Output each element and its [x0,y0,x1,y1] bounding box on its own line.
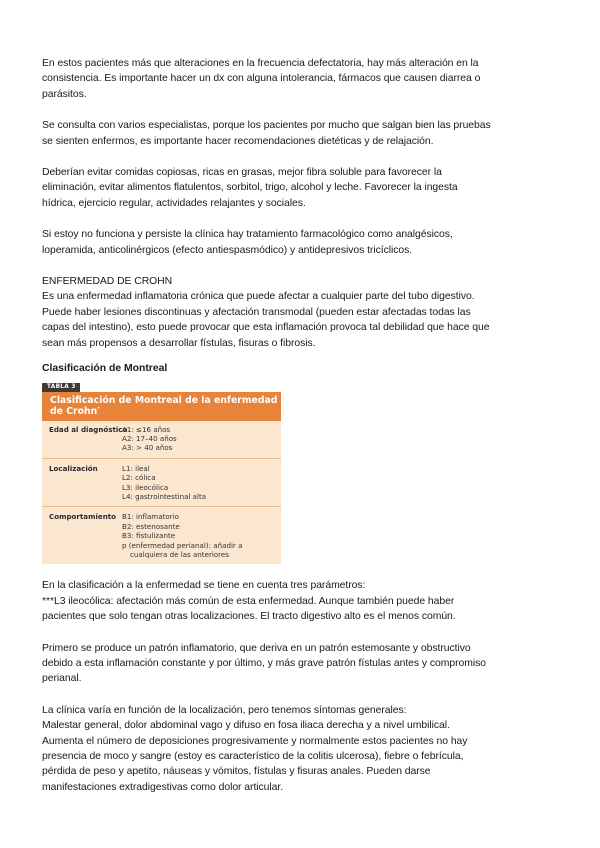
table-title-line: Clasificación de Montreal de la enfermedad [50,394,278,406]
paragraph-diet [42,165,532,211]
text-line: La clínica varía en función de la localización, pero tenemos síntomas generales: [42,704,407,716]
row-value: L1: ileal [122,463,150,473]
text-line: En la clasificación a la enfermedad se tiene en cuenta tres parámetros: [42,580,366,592]
paragraph-specialists [42,118,532,149]
row-values [122,464,281,502]
paragraph-parameters [42,578,532,624]
text-line: loperamida, anticolinérgicos (efecto antiespasmódico) y antidepresivos tricíclicos. [42,244,413,256]
text-line: Se consulta con varios especialistas, porque los pacientes por mucho que salgan bien las pruebas [42,120,491,132]
text-line: perianal. [42,673,82,685]
text-line: En estos pacientes más que alteraciones en la frecuencia defectatoria, hay más alteración en la [42,58,479,69]
table-title [42,392,281,421]
text-line: hídrica, ejercicio regular, actividades relajantes y sociales. [42,197,306,209]
row-values [122,425,281,453]
text-line: presencia de moco y sangre (estoy es característico de la colitis ulcerosa), fiebre o febrícula, [42,751,464,763]
row-value: cualquiera de las anteriores [130,549,229,559]
row-value: L4: gastrointestinal alta [122,491,207,501]
paragraph-pattern [42,641,532,687]
table-title-line: de Crohn′ [50,406,100,417]
text-line: Puede haber lesiones discontinuas y afectación transmodal (pueden estar afectadas todas las [42,306,471,318]
row-value: L2: cólica [122,473,156,483]
row-value: L3: ileocólica [122,482,169,492]
text-line: pacientes que solo tengan otras localizaciones. El tracto digestivo alto es el menos común. [42,611,456,623]
montreal-table [42,381,281,565]
text-line: sean más propensos a desarrollar fístulas, fisuras o fibrosis. [42,337,316,349]
paragraph-clinical [42,703,532,795]
row-label: Localización [49,463,98,473]
text-line: Aumenta el número de deposiciones progresivamente y normalmente estos pacientes no hay [42,735,468,747]
document-page [42,56,532,811]
text-line: Deberían evitar comidas copiosas, ricas en grasas, mejor fibra soluble para favorecer la [42,167,442,179]
row-label: Comportamiento [49,512,117,522]
row-values [122,512,281,559]
table-tag: TABLA 3 [42,383,80,392]
text-line: parásitos. [42,88,87,100]
table-row-location [42,459,281,508]
text-line: Malestar general, dolor abdominal vago y difuso en fosa iliaca derecha y a nivel umbilical. [42,720,450,732]
table-row-behavior [42,507,281,564]
row-value: B2: estenosante [122,521,180,531]
text-line: Si estoy no funciona y persiste la clínica hay tratamiento farmacológico como analgésicos, [42,229,453,241]
section-title: ENFERMEDAD DE CROHN [42,276,173,288]
text-line: pérdida de peso y apetito, náuseas y vómitos, fístulas y fisuras anales. Pueden darse [42,766,431,778]
row-value: A3: > 40 años [122,443,173,453]
row-value: B1: inflamatorio [122,512,179,522]
table-row-age [42,421,281,459]
table-body [42,421,281,565]
row-value: A2: 17–40 años [122,433,177,443]
text-line: debido a esta inflamación constante y por último, y más grave patrón fístulas antes y compromiso [42,658,486,669]
montreal-heading: Clasificación de Montreal [42,363,168,375]
text-line: capas del intestino), esto puede provocar que esta inflamación provoca tal debilidad que hace que [42,322,490,334]
row-value: p (enfermedad perianal): añadir a [122,540,243,550]
text-line: ***L3 ileocólica: afectación más común de esta enfermedad. Aunque también puede haber [42,595,455,607]
text-line: manifestaciones extradigestivas como dolor articular. [42,781,284,793]
crohn-section [42,274,532,351]
paragraph-consistency [42,56,532,102]
row-label: Edad al diagnóstico [49,424,128,434]
row-value: A1: ≤16 años [122,424,171,434]
text-line: Es una enfermedad inflamatoria crónica que puede afectar a cualquier parte del tubo digestivo. [42,291,475,303]
text-line: consistencia. Es importante hacer un dx con alguna intolerancia, fármacos que causen diarrea o [42,73,481,85]
row-value: B3: fistulizante [122,531,176,541]
text-line: eliminación, evitar alimentos flatulentos, sorbitol, trigo, alcohol y leche. Favorecer la ingesta [42,182,458,194]
text-line: se sienten enfermos, es importante hacer recomendaciones dietéticas y de relajación. [42,135,434,147]
paragraph-treatment [42,227,532,258]
text-line: Primero se produce un patrón inflamatorio, que deriva en un patrón estemosante y obstructivo [42,642,471,654]
